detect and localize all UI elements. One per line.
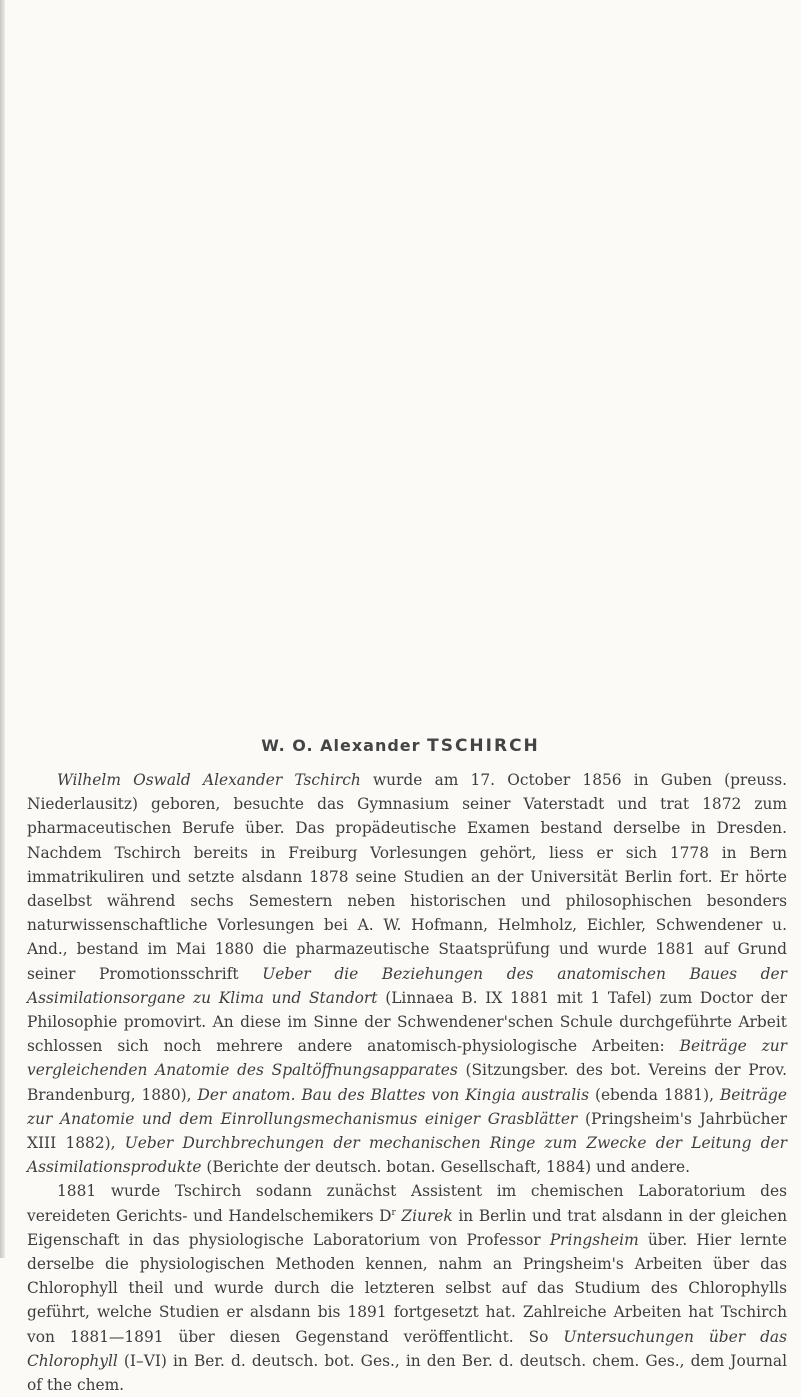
italic-text-run: Ueber die Beziehungen des anatomischen Baues der Assimilationsorgane zu Klima und Standort [27,964,787,1007]
biography-text [27,768,787,1397]
text-run: (Sitzungsber. des bot. Vereins der Prov. Brandenburg, 1880), [27,1061,788,1104]
italic-text-run: Beiträge zur Anatomie und dem Einrollungsmechanismus einiger Grasblätter [27,1085,787,1128]
italic-text-run: Ueber Durchbrechungen der mechanischen Ringe zum Zwecke der Leitung der Assimilationsprodukte [27,1134,787,1177]
heading-surname: TSCHIRCH [427,736,540,756]
text-run: (Pringsheim's Jahrbücher XIII 1882), [27,1109,787,1153]
text-run: (Berichte der deutsch. botan. Gesellschaft, 1884) und andere. [201,1158,691,1177]
text-run: in Berlin und trat alsdann in der gleichen Eigenschaft in das physiologische Laboratorium von Professor [27,1206,787,1249]
text-run: wurde am 17. October 1856 in Guben (preuss. Niederlausitz) geboren, besuchte das Gymnasium seiner Vaterstadt und trat 1872 zum pharmaceutischen Berufe über. Das propädeutische Examen bestand derselbe in Dresden. Nachdem Tschirch bereits in Freiburg Vorlesungen gehört, liess er sich 1778 in Bern immatrikuliren und setzte alsdann 1878 seine Studien an der Universität Berlin fort. Er hörte daselbst während sechs Semestern neben historischen und philosophischen besonders naturwissenschaftliche Vorlesungen bei A. W. Hofmann, Helmholz, Eichler, Schwendener u. And., bestand im Mai 1880 die pharmazeutische Staatsprüfung und wurde 1881 auf Grund seiner Promotionsschrift [27,771,787,983]
italic-text-run: Ziurek [401,1206,453,1225]
page-binding-edge [0,0,5,1258]
text-run: (I–VI) in Ber. d. deutsch. bot. Ges., in den Ber. d. deutsch. chem. Ges., dem Journal of the chem. [27,1351,787,1395]
italic-text-run: Beiträge zur vergleichenden Anatomie des Spaltöffnungsapparates [27,1037,787,1080]
italic-text-run: Der anatom. Bau des Blattes von Kingia australis [197,1085,589,1104]
text-run: (ebenda 1881), [588,1085,720,1104]
text-run: 1881 wurde Tschirch sodann zunächst Assistent im chemischen Laboratorium des vereideten Gerichts- und Handelschemikers D [27,1182,787,1225]
paragraph [27,768,787,1179]
heading-initials: W. O. Alexander [261,736,421,755]
superscript-run: r [391,1207,396,1218]
italic-text-run: Untersuchungen über das Chlorophyll [27,1327,787,1370]
text-run: (Linnaea B. IX 1881 mit 1 Tafel) zum Doctor der Philosophie promovirt. An diese im Sinne der Schwendener'schen Schule durchgeführte Arbeit schlossen sich noch mehrere andere anatomisch-physiologische Arbeiten: [27,988,787,1056]
paragraph [27,1179,787,1397]
italic-text-run: Wilhelm Oswald Alexander Tschirch [57,771,361,789]
biography-heading [0,736,801,756]
text-run: über. Hier lernte derselbe die physiologischen Methoden kennen, nahm an Pringsheim's Arbeiten über das Chlorophyll theil und wurde durch die letzteren selbst auf das Studium des Chlorophylls geführt, welche Studien er alsdann bis 1891 fortgesetzt hat. Zahlreiche Arbeiten hat Tschirch von 1881—1891 über diesen Gegenstand veröffentlicht. So [27,1230,787,1346]
italic-text-run: Pringsheim [549,1230,639,1249]
